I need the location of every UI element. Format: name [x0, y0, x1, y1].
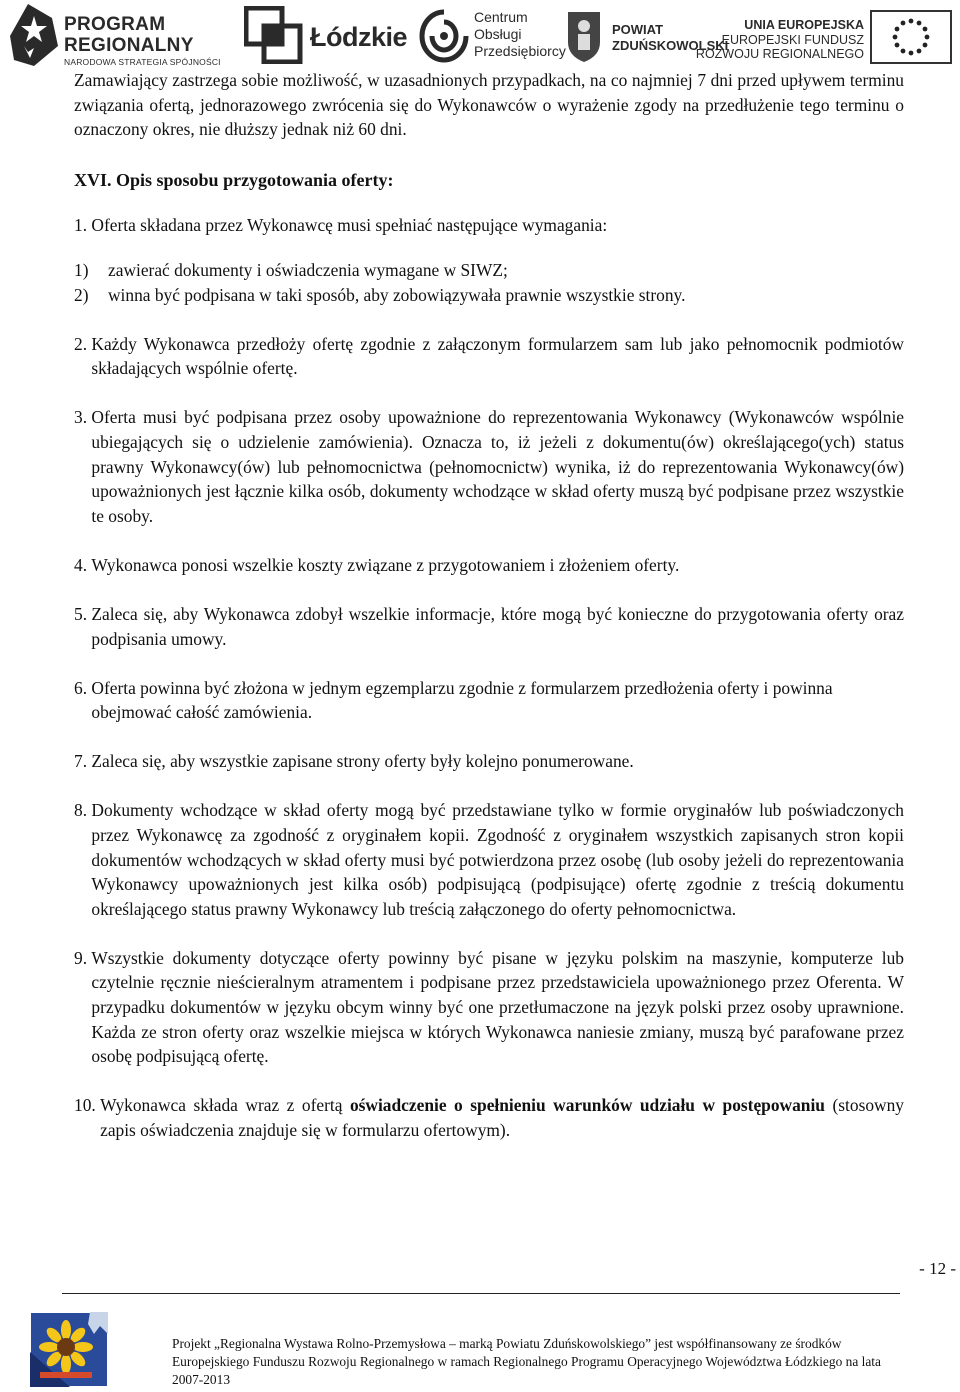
item10-text-post: (stosowny zapis oświadczenia znajduje się w formularzu ofertowym).: [100, 1095, 904, 1140]
lodzkie-logo: [244, 6, 408, 66]
list-item-number: 10.: [74, 1095, 101, 1116]
list-item-text: Wszystkie dokumenty dotyczące oferty powinny być pisane w języku polskim na maszynie, komputerze lub czytelnie ręcznie nieścieralnym atramentem i podpisane przez przedstawiciela upoważnionego przez Oferenta. W przypadku dokumentów w języku obcym winny być one przetłumaczone na język polski przez osoby uprawnione. Każda ze stron oferty oraz wszelkie miejsca w których Wykonawca naniesie zmiany, muszą być parafowane przez osobę podpisującą ofertę.: [91, 947, 904, 1067]
list-item-text: Oferta musi być podpisana przez osoby upoważnione do reprezentowania Wykonawcy (Wykonawców wspólnie ubiegających się o udzielenie zamówienia). Oznacza to, iż jeżeli z dokumentu(ów) określającego(ych) status prawny Wykonawcy(ów) lub pełnomocnictwa (pełnomocnictw) wynika, iż do reprezentowania Wykonawcy(ów) upoważnionych jest łącznie kilka osób, dokumenty wchodzące w skład oferty muszą być podpisane przez wszystkie te osoby.: [91, 407, 904, 526]
intro-paragraph: Zamawiający zastrzega sobie możliwość, w uzasadnionych przypadkach, na co najmniej 7 dni przed upływem terminu związania ofertą, jednorazowego zwrócenia się do Wykonawców o wyrażenie zgody na przedłużenie tego terminu o oznaczony okres, nie dłuższy jednak niż 60 dni.: [74, 70, 904, 140]
item10-text-bold: oświadczenie o spełnieniu warunków udziału w postępowaniu: [349, 1095, 825, 1116]
centrum-line2: Obsługi: [474, 26, 522, 42]
list-item-number: 6.: [74, 677, 92, 698]
list-item-number: 8.: [74, 800, 92, 821]
wystawa-logo: [30, 1312, 108, 1387]
centrum-emblem-icon: [418, 8, 470, 64]
eu-line1: UNIA EUROPEJSKA: [744, 18, 864, 32]
centrum-obslugi-logo: [418, 8, 566, 64]
centrum-line1: Centrum: [474, 9, 528, 25]
page-number: - 12 -: [919, 1259, 956, 1278]
list-item-text: Zaleca się, aby wszystkie zapisane strony oferty były kolejno ponumerowane.: [91, 751, 634, 772]
list-item-text: Wykonawca ponosi wszelkie koszty związane z przygotowaniem i złożeniem oferty.: [91, 554, 680, 575]
list-item-text: [100, 1093, 904, 1142]
list-item-10: [74, 1093, 904, 1142]
document-content: [74, 68, 904, 1167]
list-item-6: [74, 676, 904, 725]
sublist-item: [74, 283, 904, 308]
list-item-9: [74, 946, 904, 1069]
list-item-number: 5.: [74, 603, 92, 624]
powiat-zdunskowolski-logo: [564, 8, 729, 64]
requirements-sublist: [74, 258, 904, 307]
program-logo-tagline: NARODOWA STRATEGIA SPÓJNOŚCI: [64, 57, 221, 67]
list-item-number: 3.: [74, 407, 92, 428]
lodzkie-emblem-icon: [244, 6, 304, 64]
powiat-line2: ZDUŃSKOWOLSKI: [612, 38, 729, 53]
centrum-line3: Przedsiębiorcy: [474, 43, 566, 59]
program-logo-line2: REGIONALNY: [64, 35, 194, 56]
program-regionalny-logo: [6, 2, 238, 68]
list-item-text: Dokumenty wchodzące w skład oferty mogą być przedstawiane tylko w formie oryginałów lub poświadczonych przez Wykonawcę za zgodność z oryginałem kopii. Zgodność z oryginałem wszystkich zapisanych stron kopii dokumentów wchodzących w skład oferty musi być potwierdzona przez osobę (lub osoby jeżeli do reprezentowania Wykonawcy upoważnionych jest kilka osób) podpisującą (podpisujące) ofertę zgodnie z treścią dokumentu określającego status prawny Wykonawcy lub treścią załączonego do oferty pełnomocnictwa.: [91, 800, 904, 919]
list-item-1: [74, 213, 904, 238]
list-item-text: Każdy Wykonawca przedłoży ofertę zgodnie z załączonym formularzem sam lub jako pełnomocnik podmiotów składających wspólnie ofertę.: [91, 333, 904, 379]
sublist-item-text: winna być podpisana w taki sposób, aby zobowiązywała prawnie wszystkie strony.: [108, 284, 686, 305]
eu-line2: EUROPEJSKI FUNDUSZ: [721, 33, 864, 47]
eu-flag-icon: [870, 10, 952, 64]
list-item-8: [74, 798, 904, 921]
list-item-text: Oferta składana przez Wykonawcę musi spełniać następujące wymagania:: [91, 215, 608, 236]
footer-funding-text: Projekt „Regionalna Wystawa Rolno-Przemysłowa – marką Powiatu Zduńskowolskiego” jest współfinansowany ze środków Europejskiego Funduszu Rozwoju Regionalnego w ramach Regionalnego Programu Operacyjnego Województwa Łódzkiego na lata 2007-2013: [172, 1336, 881, 1387]
program-regionalny-emblem-icon: [6, 2, 62, 68]
list-item-number: 4.: [74, 554, 92, 575]
list-item-2: [74, 332, 904, 381]
list-item-7: [74, 749, 904, 774]
sublist-item: [74, 258, 904, 283]
coat-of-arms-icon: [564, 8, 604, 64]
sublist-item-number: 2): [74, 284, 89, 305]
sunflower-logo-icon: [30, 1312, 108, 1387]
list-item-number: 1.: [74, 215, 92, 236]
program-logo-line1: PROGRAM: [64, 14, 166, 35]
footer-divider: [62, 1293, 900, 1294]
list-item-text: Oferta powinna być złożona w jednym egzemplarzu zgodnie z formularzem przedłożenia oferty i powinna obejmować całość zamówienia.: [91, 677, 833, 723]
sublist-item-number: 1): [74, 259, 89, 280]
header-logo-bar: [0, 0, 960, 70]
list-item-number: 7.: [74, 751, 92, 772]
eu-line3: ROZWOJU REGIONALNEGO: [695, 47, 864, 61]
list-item-3: [74, 405, 904, 528]
list-item-4: [74, 553, 904, 578]
list-item-text: Zaleca się, aby Wykonawca zdobył wszelkie informacje, które mogą być konieczne do przygotowania oferty oraz podpisania umowy.: [91, 603, 904, 649]
lodzkie-logo-text: Łódzkie: [310, 22, 408, 52]
list-item-number: 9.: [74, 947, 92, 968]
list-item-5: [74, 602, 904, 651]
section-heading: XVI. Opis sposobu przygotowania oferty:: [74, 169, 394, 190]
item10-text-pre: Wykonawca składa wraz z ofertą: [100, 1095, 350, 1116]
powiat-line1: POWIAT: [612, 22, 664, 37]
sublist-item-text: zawierać dokumenty i oświadczenia wymagane w SIWZ;: [108, 259, 508, 280]
list-item-number: 2.: [74, 333, 92, 354]
eu-logo: [695, 10, 954, 66]
